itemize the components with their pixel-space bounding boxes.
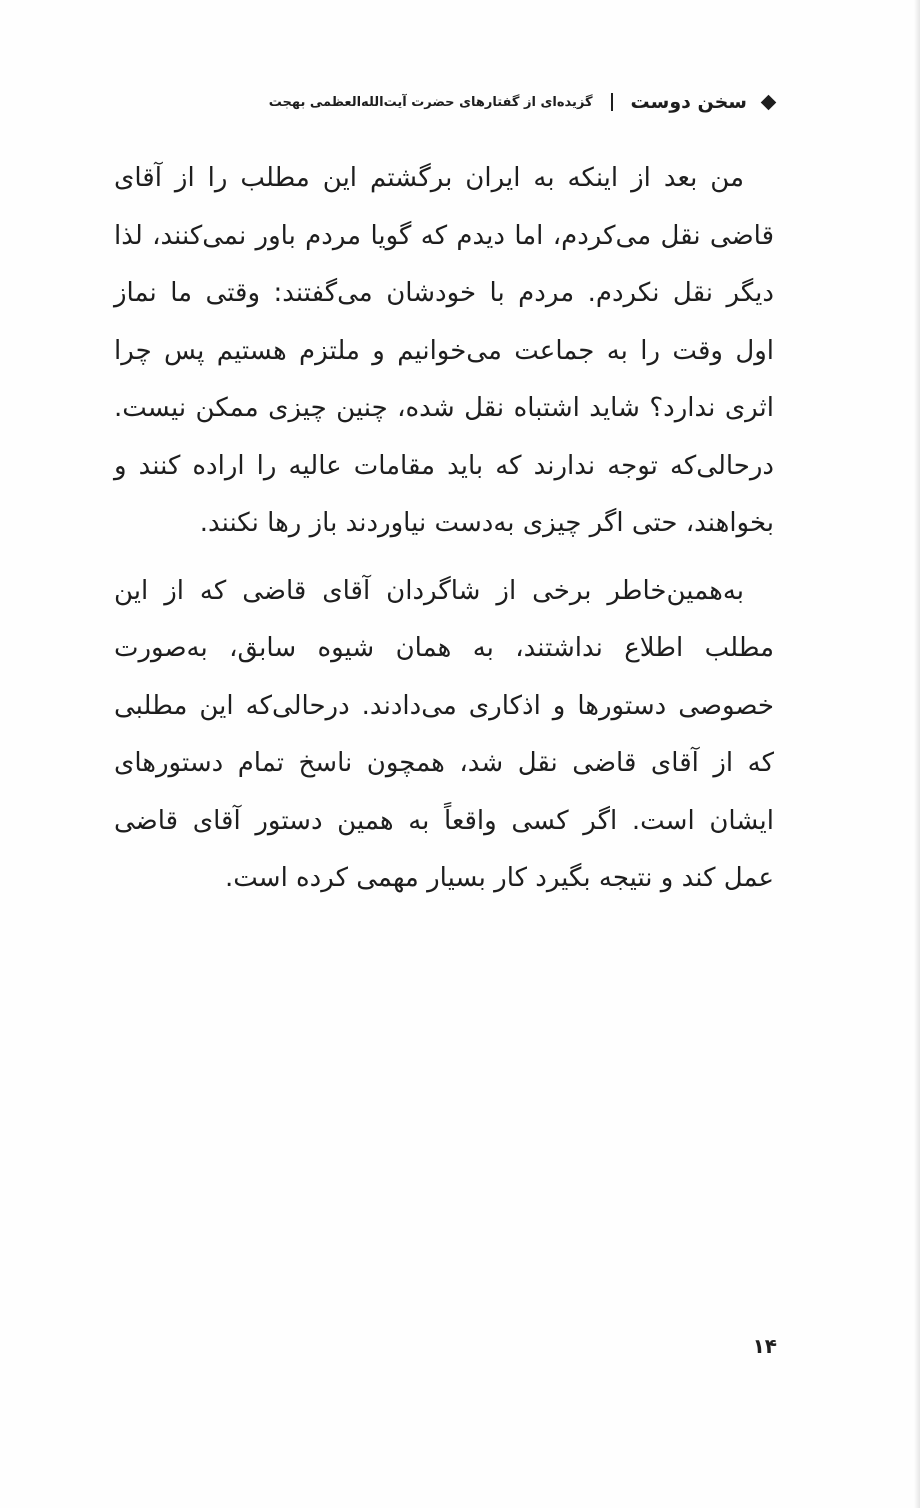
book-subtitle: گزیده‌ای از گفتارهای حضرت آیت‌الله‌العظمی بهجت xyxy=(268,94,593,110)
header-divider xyxy=(611,93,613,111)
book-title: سخن دوست xyxy=(630,91,747,113)
running-header xyxy=(134,86,774,118)
paragraph-2: به‌همین‌خاطر برخی از شاگردان آقای قاضی که از این مطلب اطلاع نداشتند، به همان شیوه سابق، به‌صورت خصوصی دستورها و اذکاری می‌دادند. درحالی‌که این مطلبی که از آقای قاضی نقل شد، همچون ناسخ تمام دستورهای ایشان است. اگر کسی واقعاً به همین دستور آقای قاضی عمل کند و نتیجه بگیرد کار بسیار مهمی کرده است. xyxy=(114,575,774,893)
page-number: ۱۴ xyxy=(752,1334,777,1358)
body-text xyxy=(114,150,774,908)
diamond-bullet-icon xyxy=(761,94,777,110)
page-edge-shadow xyxy=(914,0,920,1508)
paragraph-1: من بعد از اینکه به ایران برگشتم این مطلب را از آقای قاضی نقل می‌کردم، اما دیدم که گویا مردم باور نمی‌کنند، لذا دیگر نقل نکردم. مردم با خودشان می‌گفتند: وقتی ما نماز اول وقت را به جماعت می‌خوانیم و ملتزم هستیم پس چرا اثری ندارد؟ شاید اشتباه نقل شده، چنین چیزی ممکن نیست. درحالی‌که توجه ندارند که باید مقامات عالیه را اراده کنند و بخواهند، حتی اگر چیزی به‌دست نیاوردند باز رها نکنند. xyxy=(114,163,774,538)
